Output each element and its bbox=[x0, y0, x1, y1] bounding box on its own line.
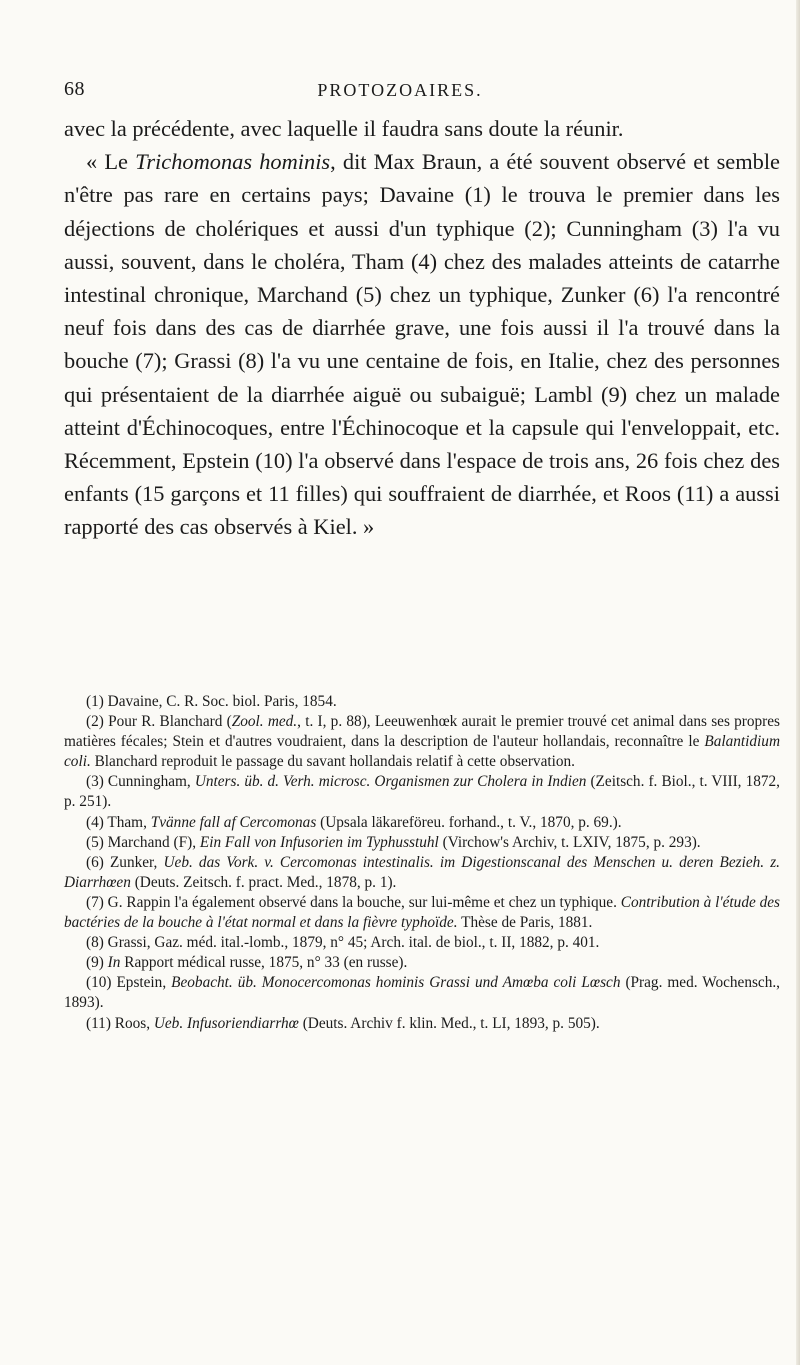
footnote-title: Balantidium coli. bbox=[64, 733, 780, 771]
footnote-text: , t. I, p. 88), Leeuwenhœk aurait le premier trouvé cet animal dans ses propres matières fécales; Stein et d'autres voudraient, dans la description de l'auteur hollandais, reconnaître le bbox=[64, 713, 781, 751]
footnote-title: Ueb. Infusoriendiarrhœ bbox=[153, 1014, 299, 1032]
footnote-title: In bbox=[107, 954, 121, 972]
footnote-title: Unters. üb. d. Verh. microsc. Organismen zur Cholera in Indien bbox=[194, 773, 587, 791]
paragraph-2 bbox=[64, 145, 780, 543]
footnote-title: Ein Fall von Infusorien im Typhusstuhl bbox=[199, 833, 439, 851]
footnote-text: (Virchow's Archiv, t. LXIV, 1875, p. 293). bbox=[438, 833, 701, 851]
footnote-text: (Upsala läkareföreu. forhand., t. V., 1870, p. 69.). bbox=[316, 813, 622, 831]
page-number: 68 bbox=[64, 78, 85, 100]
footnote-text: Rapport médical russe, 1875, n° 33 (en russe). bbox=[120, 954, 408, 972]
footnote bbox=[64, 973, 780, 1013]
paragraph-1: avec la précédente, avec laquelle il faudra sans doute la réunir. bbox=[64, 116, 624, 141]
footnote-text: (Prag. med. Wochensch., 1893). bbox=[64, 974, 781, 1012]
footnote-text: (3) Cunningham, bbox=[86, 773, 195, 791]
footnotes bbox=[64, 692, 780, 1034]
footnote-title: Tvänne fall af Cercomonas bbox=[150, 813, 317, 831]
footnote bbox=[64, 893, 780, 933]
footnote-text: (7) G. Rappin l'a également observé dans la bouche, sur lui-même et chez un typhique. bbox=[86, 893, 621, 911]
footnote-text: (11) Roos, bbox=[86, 1014, 154, 1032]
footnote-title: Ueb. das Vork. v. Cercomonas intestinalis. im Digestionscanal des Menschen u. deren Bezieh. z. Diarrhœen bbox=[64, 853, 780, 891]
page-edge-shadow bbox=[796, 0, 800, 1365]
footnote-text: (9) bbox=[86, 954, 108, 972]
paragraph-2-text: , dit Max Braun, a été souvent observé et semble n'être pas rare en certains pays; Davaine (1) le trouva le premier dans les déjections de cholériques et aussi d'un typhique (2); Cunningham (3) l'a vu aussi, souvent, dans le choléra, Tham (4) chez des malades atteints de catarrhe intestinal chronique, Marchand (5) chez un typhique, Zunker (6) l'a rencontré neuf fois dans des cas de diarrhée grave, une fois aussi il l'a trouvé dans la bouche (7); Grassi (8) l'a vu une centaine de fois, en Italie, chez des personnes qui présentaient de la diarrhée aiguë ou subaiguë; Lambl (9) chez un malade atteint d'Échinocoques, entre l'Échinocoque et la capsule qui l'enveloppait, etc. Récemment, Epstein (10) l'a observé dans l'espace de trois ans, 26 fois chez des enfants (15 garçons et 11 filles) qui souffraient de diarrhée, et Roos (11) a aussi rapporté des cas observés à Kiel. » bbox=[64, 149, 780, 540]
footnote-text: (10) Epstein, bbox=[86, 974, 172, 992]
main-text bbox=[64, 112, 780, 544]
footnote bbox=[64, 1014, 780, 1034]
footnote bbox=[64, 712, 780, 772]
footnote-text: (Deuts. Zeitsch. f. pract. Med., 1878, p. 1). bbox=[130, 873, 397, 891]
footnote-title: Zool. med. bbox=[231, 713, 298, 731]
running-title: PROTOZOAIRES. bbox=[317, 80, 483, 100]
footnote bbox=[64, 933, 780, 953]
footnote bbox=[64, 813, 780, 833]
footnote bbox=[64, 692, 780, 712]
footnote-text: (8) Grassi, Gaz. méd. ital.-lomb., 1879, n° 45; Arch. ital. de biol., t. II, 1882, p. 401. bbox=[86, 934, 600, 952]
footnote-text: Thèse de Paris, 1881. bbox=[457, 914, 593, 932]
species-name: Trichomonas hominis bbox=[135, 149, 331, 175]
footnote bbox=[64, 772, 780, 812]
footnote-text: (Zeitsch. f. Biol., t. VIII, 1872, p. 251). bbox=[64, 773, 780, 811]
footnote-text: Blanchard reproduit le passage du savant hollandais relatif à cette observation. bbox=[90, 753, 575, 771]
footnote-text: (Deuts. Archiv f. klin. Med., t. LI, 1893, p. 505). bbox=[298, 1014, 600, 1032]
footnote-text: (1) Davaine, C. R. Soc. biol. Paris, 1854. bbox=[86, 693, 337, 710]
footnote-text: (2) Pour R. Blanchard ( bbox=[86, 713, 232, 731]
footnote bbox=[64, 853, 780, 893]
footnote-title: Beobacht. üb. Monocercomonas hominis Grassi und Amœba coli Lœsch bbox=[171, 974, 621, 992]
footnote-title: Contribution à l'étude des bactéries de la bouche à l'état normal et dans la fièvre typhoïde. bbox=[64, 893, 780, 932]
footnote-text: (4) Tham, bbox=[86, 813, 151, 831]
footnote-text: (6) Zunker, bbox=[86, 853, 164, 871]
footnote-text: (5) Marchand (F), bbox=[86, 833, 200, 851]
footnote bbox=[64, 833, 780, 853]
open-quote: « Le bbox=[86, 149, 136, 175]
footnote bbox=[64, 953, 780, 973]
